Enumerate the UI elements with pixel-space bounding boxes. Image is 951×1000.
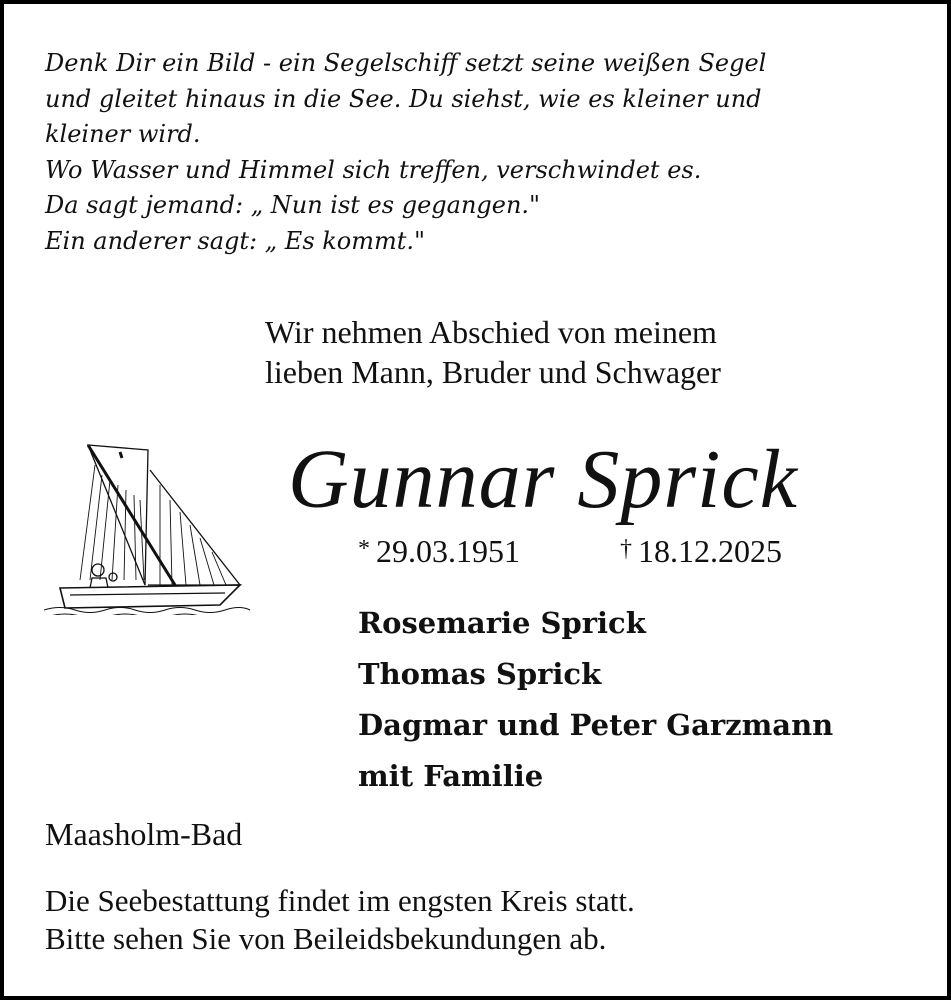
- birth-symbol: *: [358, 536, 370, 562]
- closing-line: Die Seebestattung findet im engsten Kreis statt.: [45, 883, 635, 918]
- mourner: mit Familie: [358, 759, 544, 793]
- deceased-name: Gunnar Sprick: [288, 433, 798, 526]
- mourners-list: [358, 598, 833, 802]
- poem-line: kleiner wird.: [45, 120, 201, 148]
- poem: [45, 46, 766, 259]
- poem-line: und gleitet hinaus in die See. Du siehst, wie es kleiner und: [45, 84, 762, 113]
- poem-line: Ein anderer sagt: „ Es kommt.": [45, 226, 426, 255]
- closing-line: Bitte sehen Sie von Beileidsbekundungen ab.: [45, 921, 607, 956]
- mourner: Dagmar und Peter Garzmann: [358, 708, 834, 742]
- death-cross-icon: †: [620, 536, 632, 562]
- farewell-intro: [265, 312, 721, 392]
- mourner: Rosemarie Sprick: [358, 606, 646, 640]
- death-date: [620, 533, 782, 570]
- sailboat-illustration: [40, 440, 252, 615]
- intro-line: lieben Mann, Bruder und Schwager: [265, 354, 721, 390]
- birth-date: [358, 533, 520, 570]
- poem-line: Wo Wasser und Himmel sich treffen, verschwindet es.: [45, 155, 702, 184]
- intro-line: Wir nehmen Abschied von meinem: [265, 314, 717, 350]
- death-date-value: 18.12.2025: [638, 533, 782, 569]
- birth-date-value: 29.03.1951: [376, 533, 520, 569]
- closing-note: [45, 882, 635, 958]
- poem-line: Da sagt jemand: „ Nun ist es gegangen.": [45, 191, 541, 219]
- place: Maasholm-Bad: [45, 816, 243, 852]
- poem-line: Denk Dir ein Bild - ein Segelschiff setzt seine weißen Segel: [45, 49, 767, 77]
- mourner: Thomas Sprick: [358, 657, 602, 691]
